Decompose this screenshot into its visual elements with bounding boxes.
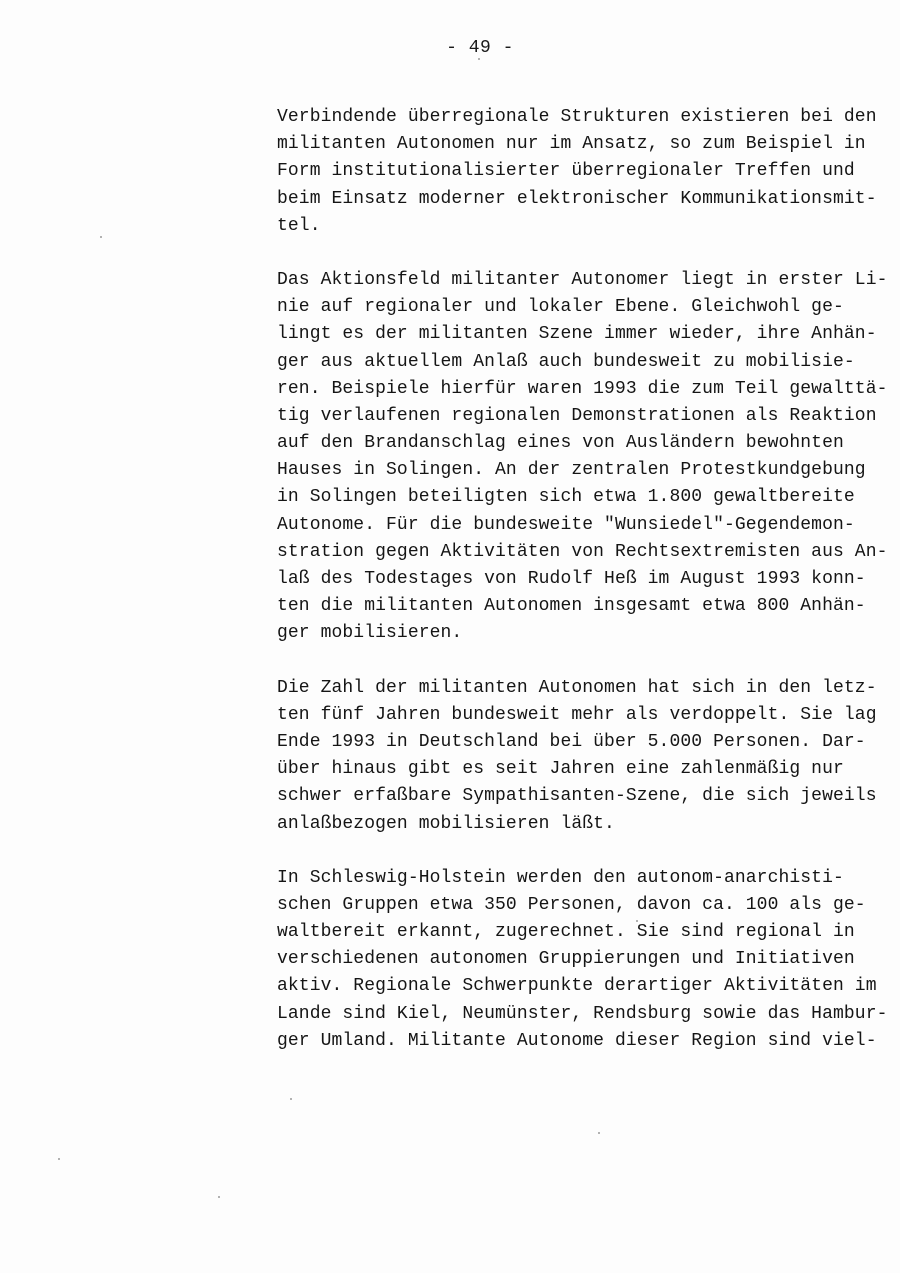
text-line: lingt es der militanten Szene immer wieder, ihre Anhän- <box>277 324 877 345</box>
page-number: - 49 - <box>446 38 514 58</box>
text-line: stration gegen Aktivitäten von Rechtsextremisten aus An- <box>277 541 888 562</box>
text-line: Lande sind Kiel, Neumünster, Rendsburg sowie das Hambur- <box>277 1003 888 1024</box>
text-line: beim Einsatz moderner elektronischer Kommunikationsmit- <box>277 188 877 209</box>
text-line: nie auf regionaler und lokaler Ebene. Gleichwohl ge- <box>277 297 844 318</box>
text-line: verschiedenen autonomen Gruppierungen und Initiativen <box>277 949 855 970</box>
paragraph-4 <box>277 865 897 1055</box>
text-line: laß des Todestages von Rudolf Heß im August 1993 konn- <box>277 569 866 589</box>
text-line: schen Gruppen etwa 350 Personen, davon ca. 100 als ge- <box>277 894 866 915</box>
paragraph-1 <box>277 104 897 240</box>
text-line: anlaßbezogen mobilisieren läßt. <box>277 813 615 834</box>
scan-speck <box>58 1158 60 1160</box>
text-line: Autonome. Für die bundesweite "Wunsiedel"-Gegendemon- <box>277 514 855 535</box>
scan-speck <box>218 1196 220 1198</box>
text-line: tel. <box>277 215 321 236</box>
scan-speck <box>478 58 480 60</box>
text-line: ger Umland. Militante Autonome dieser Region sind viel- <box>277 1030 877 1051</box>
text-line: ten fünf Jahren bundesweit mehr als verdoppelt. Sie lag <box>277 704 877 725</box>
text-line: Ende 1993 in Deutschland bei über 5.000 Personen. Dar- <box>277 731 866 752</box>
paragraph-2 <box>277 267 897 648</box>
text-line: militanten Autonomen nur im Ansatz, so zum Beispiel in <box>277 134 866 155</box>
scan-speck <box>290 1098 292 1100</box>
text-line: waltbereit erkannt, zugerechnet. Sie sind regional in <box>277 922 855 943</box>
text-line: ger mobilisieren. <box>277 623 463 644</box>
text-line: ger aus aktuellem Anlaß auch bundesweit zu mobilisie- <box>277 351 855 372</box>
text-line: aktiv. Regionale Schwerpunkte derartiger Aktivitäten im <box>277 976 877 997</box>
text-line: ren. Beispiele hierfür waren 1993 die zum Teil gewalttä- <box>277 378 888 399</box>
text-line: ten die militanten Autonomen insgesamt etwa 800 Anhän- <box>277 596 866 617</box>
text-line: schwer erfaßbare Sympathisanten-Szene, die sich jeweils <box>277 786 877 807</box>
text-line: in Solingen beteiligten sich etwa 1.800 gewaltbereite <box>277 487 855 508</box>
text-line: Verbindende überregionale Strukturen existieren bei den <box>277 107 877 127</box>
scan-speck <box>598 1132 600 1134</box>
text-line: Hauses in Solingen. An der zentralen Protestkundgebung <box>277 460 866 481</box>
text-line: Das Aktionsfeld militanter Autonomer liegt in erster Li- <box>277 269 888 290</box>
text-line: In Schleswig-Holstein werden den autonom-anarchisti- <box>277 867 844 888</box>
text-line: Die Zahl der militanten Autonomen hat sich in den letz- <box>277 677 877 698</box>
text-line: Form institutionalisierter überregionaler Treffen und <box>277 161 855 182</box>
body-text <box>277 104 897 1082</box>
paragraph-3 <box>277 675 897 838</box>
text-line: über hinaus gibt es seit Jahren eine zahlenmäßig nur <box>277 759 844 780</box>
scan-speck <box>636 920 638 922</box>
text-line: tig verlaufenen regionalen Demonstrationen als Reaktion <box>277 405 877 426</box>
scan-speck <box>100 236 102 238</box>
text-line: auf den Brandanschlag eines von Ausländern bewohnten <box>277 433 844 454</box>
